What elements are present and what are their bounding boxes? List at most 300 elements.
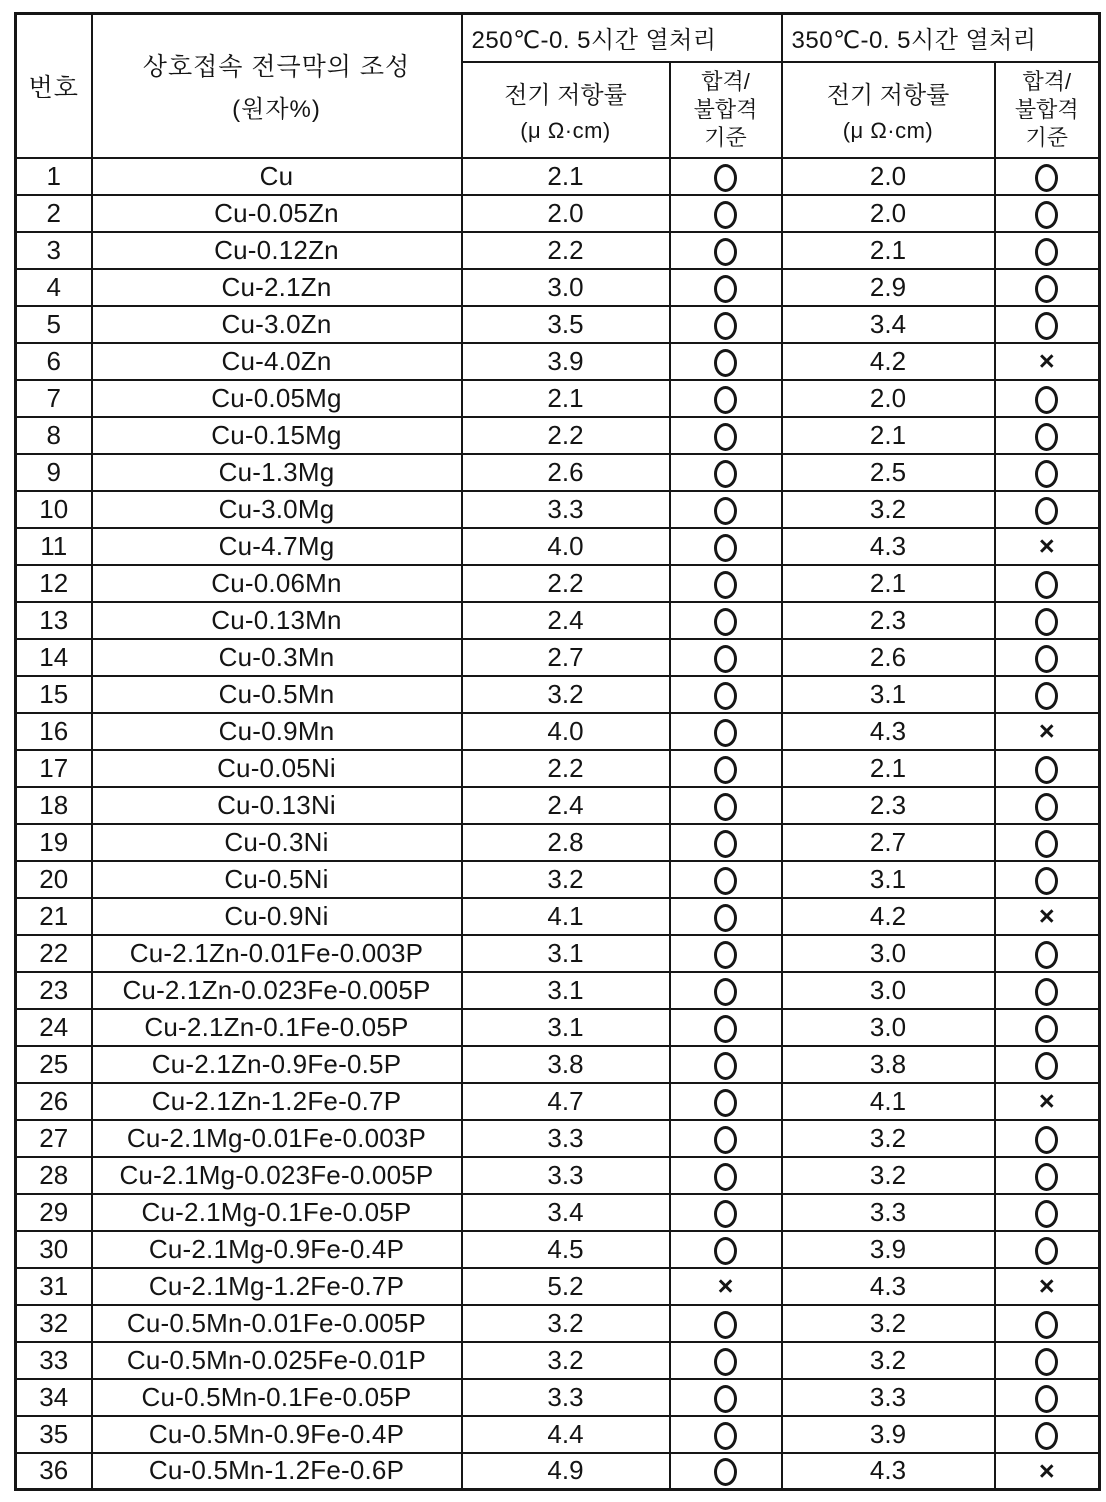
passfail-250-cell	[670, 343, 782, 380]
fail-mark-icon: ×	[1038, 1086, 1055, 1117]
composition-cell: Cu-0.05Mg	[92, 380, 462, 417]
pass-mark-icon	[714, 497, 737, 525]
composition-cell: Cu	[92, 158, 462, 195]
composition-cell: Cu-2.1Zn-1.2Fe-0.7P	[92, 1083, 462, 1120]
resistivity-250-cell: 3.8	[462, 1046, 670, 1083]
pass-mark-icon	[1035, 1385, 1058, 1413]
table-row	[16, 935, 1100, 972]
passfail-350-cell	[995, 1453, 1100, 1490]
composition-cell: Cu-0.05Zn	[92, 195, 462, 232]
resistivity-250-cell: 2.2	[462, 417, 670, 454]
resistivity-250-cell: 3.9	[462, 343, 670, 380]
composition-cell: Cu-0.13Mn	[92, 602, 462, 639]
pass-mark-icon	[1035, 608, 1058, 636]
composition-cell: Cu-0.5Mn-1.2Fe-0.6P	[92, 1453, 462, 1490]
passfail-line1: 합격/	[1022, 68, 1072, 94]
resistivity-250-cell: 2.6	[462, 454, 670, 491]
resistivity-250-cell: 2.2	[462, 565, 670, 602]
pass-mark-icon	[714, 1458, 737, 1486]
passfail-350-cell	[995, 1157, 1100, 1194]
composition-cell: Cu-4.7Mg	[92, 528, 462, 565]
resistivity-250-cell: 4.4	[462, 1416, 670, 1453]
pass-mark-icon	[1035, 164, 1058, 192]
resistivity-350-cell: 2.6	[782, 639, 995, 676]
row-number-cell: 4	[16, 269, 92, 306]
pass-mark-icon	[714, 830, 737, 858]
passfail-350-cell	[995, 713, 1100, 750]
pass-mark-icon	[714, 645, 737, 673]
resistivity-250-cell: 3.1	[462, 972, 670, 1009]
pass-mark-icon	[714, 1052, 737, 1080]
row-number-cell: 22	[16, 935, 92, 972]
resistivity-350-cell: 3.0	[782, 935, 995, 972]
pass-mark-icon	[1035, 867, 1058, 895]
pass-mark-icon	[1035, 238, 1058, 266]
passfail-350-cell	[995, 565, 1100, 602]
row-number-cell: 31	[16, 1268, 92, 1305]
resistivity-350-cell: 4.1	[782, 1083, 995, 1120]
passfail-350-cell	[995, 158, 1100, 195]
row-number-cell: 36	[16, 1453, 92, 1490]
composition-cell: Cu-0.12Zn	[92, 232, 462, 269]
passfail-250-cell	[670, 898, 782, 935]
pass-mark-icon	[714, 534, 737, 562]
resistivity-label: 전기 저항률	[826, 82, 950, 109]
composition-cell: Cu-3.0Mg	[92, 491, 462, 528]
passfail-350-cell	[995, 861, 1100, 898]
passfail-350-cell	[995, 1268, 1100, 1305]
table-row	[16, 602, 1100, 639]
passfail-250-cell	[670, 380, 782, 417]
fail-mark-icon: ×	[1038, 1455, 1055, 1486]
resistivity-350-cell: 2.1	[782, 417, 995, 454]
resistivity-250-cell: 4.0	[462, 713, 670, 750]
resistivity-250-cell: 4.0	[462, 528, 670, 565]
table-row	[16, 565, 1100, 602]
composition-cell: Cu-4.0Zn	[92, 343, 462, 380]
passfail-250-cell	[670, 528, 782, 565]
header-resistivity-350	[782, 62, 995, 158]
table-row	[16, 1416, 1100, 1453]
resistivity-250-cell: 3.2	[462, 676, 670, 713]
passfail-250-cell	[670, 787, 782, 824]
resistivity-250-cell: 2.2	[462, 232, 670, 269]
passfail-250-cell	[670, 565, 782, 602]
table-row	[16, 1194, 1100, 1231]
pass-mark-icon	[714, 423, 737, 451]
passfail-250-cell	[670, 824, 782, 861]
row-number-cell: 1	[16, 158, 92, 195]
composition-cell: Cu-2.1Zn-0.9Fe-0.5P	[92, 1046, 462, 1083]
row-number-cell: 33	[16, 1342, 92, 1379]
row-number-cell: 11	[16, 528, 92, 565]
passfail-line2: 불합격	[1014, 96, 1079, 122]
resistivity-350-cell: 2.7	[782, 824, 995, 861]
resistivity-350-cell: 3.2	[782, 1305, 995, 1342]
pass-mark-icon	[1035, 497, 1058, 525]
fail-mark-icon: ×	[1038, 346, 1055, 377]
pass-mark-icon	[1035, 756, 1058, 784]
passfail-250-cell	[670, 676, 782, 713]
passfail-line3: 기준	[1025, 124, 1068, 150]
pass-mark-icon	[714, 238, 737, 266]
composition-cell: Cu-2.1Mg-0.01Fe-0.003P	[92, 1120, 462, 1157]
row-number-cell: 27	[16, 1120, 92, 1157]
pass-mark-icon	[1035, 1015, 1058, 1043]
passfail-250-cell	[670, 306, 782, 343]
passfail-250-cell	[670, 861, 782, 898]
resistivity-250-cell: 2.4	[462, 787, 670, 824]
fail-mark-icon: ×	[1038, 1271, 1055, 1302]
header-composition	[92, 14, 462, 158]
pass-mark-icon	[714, 164, 737, 192]
passfail-250-cell	[670, 713, 782, 750]
pass-mark-icon	[714, 867, 737, 895]
fail-mark-icon: ×	[1038, 716, 1055, 747]
resistivity-350-cell: 3.2	[782, 1157, 995, 1194]
passfail-250-cell	[670, 1453, 782, 1490]
passfail-350-cell	[995, 1009, 1100, 1046]
composition-cell: Cu-0.5Mn-0.9Fe-0.4P	[92, 1416, 462, 1453]
pass-mark-icon	[714, 682, 737, 710]
passfail-250-cell	[670, 1231, 782, 1268]
passfail-350-cell	[995, 1416, 1100, 1453]
pass-mark-icon	[1035, 645, 1058, 673]
pass-mark-icon	[1035, 386, 1058, 414]
passfail-250-cell	[670, 1083, 782, 1120]
passfail-250-cell	[670, 1379, 782, 1416]
pass-mark-icon	[1035, 312, 1058, 340]
table-row	[16, 1453, 1100, 1490]
resistivity-250-cell: 3.1	[462, 1009, 670, 1046]
resistivity-250-cell: 2.7	[462, 639, 670, 676]
passfail-350-cell	[995, 491, 1100, 528]
heat-treatment-results-table	[14, 12, 1101, 1491]
resistivity-250-cell: 4.1	[462, 898, 670, 935]
resistivity-350-cell: 3.2	[782, 1120, 995, 1157]
table-row	[16, 1342, 1100, 1379]
pass-mark-icon	[1035, 1311, 1058, 1339]
resistivity-350-cell: 2.0	[782, 195, 995, 232]
composition-cell: Cu-2.1Mg-1.2Fe-0.7P	[92, 1268, 462, 1305]
passfail-250-cell	[670, 158, 782, 195]
passfail-250-cell	[670, 195, 782, 232]
resistivity-250-cell: 3.2	[462, 1342, 670, 1379]
pass-mark-icon	[1035, 1348, 1058, 1376]
pass-mark-icon	[1035, 978, 1058, 1006]
passfail-250-cell	[670, 1120, 782, 1157]
resistivity-250-cell: 5.2	[462, 1268, 670, 1305]
passfail-250-cell	[670, 232, 782, 269]
row-number-cell: 29	[16, 1194, 92, 1231]
resistivity-label: 전기 저항률	[504, 82, 627, 109]
header-passfail-350	[995, 62, 1100, 158]
table-row	[16, 158, 1100, 195]
resistivity-250-cell: 3.1	[462, 935, 670, 972]
row-number-cell: 8	[16, 417, 92, 454]
pass-mark-icon	[1035, 1126, 1058, 1154]
composition-cell: Cu-0.9Ni	[92, 898, 462, 935]
resistivity-350-cell: 2.9	[782, 269, 995, 306]
resistivity-350-cell: 3.0	[782, 972, 995, 1009]
resistivity-250-cell: 2.2	[462, 750, 670, 787]
table-row	[16, 713, 1100, 750]
resistivity-250-cell: 3.5	[462, 306, 670, 343]
header-number-label: 번호	[28, 73, 79, 102]
resistivity-350-cell: 2.0	[782, 158, 995, 195]
passfail-350-cell	[995, 639, 1100, 676]
resistivity-350-cell: 3.3	[782, 1194, 995, 1231]
pass-mark-icon	[714, 1311, 737, 1339]
fail-mark-icon: ×	[1038, 901, 1055, 932]
table-row	[16, 528, 1100, 565]
passfail-350-cell	[995, 602, 1100, 639]
resistivity-250-cell: 4.7	[462, 1083, 670, 1120]
table-row	[16, 1379, 1100, 1416]
resistivity-250-cell: 3.0	[462, 269, 670, 306]
pass-mark-icon	[1035, 1422, 1058, 1450]
resistivity-350-cell: 3.0	[782, 1009, 995, 1046]
table-row	[16, 1231, 1100, 1268]
composition-cell: Cu-0.3Mn	[92, 639, 462, 676]
composition-cell: Cu-0.05Ni	[92, 750, 462, 787]
resistivity-350-cell: 4.3	[782, 1453, 995, 1490]
pass-mark-icon	[1035, 1163, 1058, 1191]
header-group-250c: 250℃-0. 5시간 열처리	[462, 14, 782, 62]
resistivity-350-cell: 4.2	[782, 898, 995, 935]
pass-mark-icon	[714, 1348, 737, 1376]
table-row	[16, 269, 1100, 306]
pass-mark-icon	[1035, 1237, 1058, 1265]
header-resistivity-250	[462, 62, 670, 158]
resistivity-350-cell: 3.2	[782, 491, 995, 528]
row-number-cell: 3	[16, 232, 92, 269]
table-row	[16, 1083, 1100, 1120]
passfail-350-cell	[995, 898, 1100, 935]
composition-cell: Cu-0.13Ni	[92, 787, 462, 824]
row-number-cell: 5	[16, 306, 92, 343]
row-number-cell: 19	[16, 824, 92, 861]
passfail-350-cell	[995, 787, 1100, 824]
composition-cell: Cu-2.1Mg-0.1Fe-0.05P	[92, 1194, 462, 1231]
pass-mark-icon	[1035, 275, 1058, 303]
table-row	[16, 639, 1100, 676]
table-row	[16, 343, 1100, 380]
resistivity-350-cell: 4.2	[782, 343, 995, 380]
passfail-250-cell	[670, 1046, 782, 1083]
passfail-350-cell	[995, 306, 1100, 343]
composition-cell: Cu-2.1Mg-0.9Fe-0.4P	[92, 1231, 462, 1268]
row-number-cell: 10	[16, 491, 92, 528]
resistivity-350-cell: 2.1	[782, 750, 995, 787]
table-row	[16, 232, 1100, 269]
table-row	[16, 1046, 1100, 1083]
passfail-250-cell	[670, 750, 782, 787]
row-number-cell: 17	[16, 750, 92, 787]
row-number-cell: 26	[16, 1083, 92, 1120]
table-row	[16, 787, 1100, 824]
table-row	[16, 491, 1100, 528]
resistivity-250-cell: 2.4	[462, 602, 670, 639]
pass-mark-icon	[714, 608, 737, 636]
resistivity-350-cell: 2.1	[782, 565, 995, 602]
table-row	[16, 454, 1100, 491]
table-row	[16, 380, 1100, 417]
passfail-350-cell	[995, 1083, 1100, 1120]
pass-mark-icon	[714, 386, 737, 414]
pass-mark-icon	[714, 978, 737, 1006]
resistivity-350-cell: 2.1	[782, 232, 995, 269]
resistivity-250-cell: 2.8	[462, 824, 670, 861]
passfail-250-cell	[670, 1157, 782, 1194]
passfail-350-cell	[995, 676, 1100, 713]
passfail-350-cell	[995, 1379, 1100, 1416]
resistivity-350-cell: 3.8	[782, 1046, 995, 1083]
passfail-250-cell	[670, 602, 782, 639]
resistivity-250-cell: 3.3	[462, 1379, 670, 1416]
passfail-350-cell	[995, 343, 1100, 380]
resistivity-350-cell: 3.4	[782, 306, 995, 343]
row-number-cell: 24	[16, 1009, 92, 1046]
passfail-250-cell	[670, 1305, 782, 1342]
table-row	[16, 195, 1100, 232]
table-row	[16, 898, 1100, 935]
resistivity-250-cell: 4.5	[462, 1231, 670, 1268]
table-row	[16, 676, 1100, 713]
row-number-cell: 23	[16, 972, 92, 1009]
resistivity-250-cell: 3.2	[462, 861, 670, 898]
pass-mark-icon	[714, 904, 737, 932]
passfail-line3: 기준	[704, 124, 747, 150]
pass-mark-icon	[714, 1015, 737, 1043]
composition-cell: Cu-2.1Zn-0.023Fe-0.005P	[92, 972, 462, 1009]
passfail-250-cell	[670, 1342, 782, 1379]
pass-mark-icon	[1035, 423, 1058, 451]
row-number-cell: 15	[16, 676, 92, 713]
composition-cell: Cu-0.5Mn-0.01Fe-0.005P	[92, 1305, 462, 1342]
passfail-350-cell	[995, 1120, 1100, 1157]
resistivity-350-cell: 4.3	[782, 713, 995, 750]
passfail-350-cell	[995, 269, 1100, 306]
passfail-350-cell	[995, 1231, 1100, 1268]
pass-mark-icon	[714, 201, 737, 229]
composition-cell: Cu-0.5Mn-0.025Fe-0.01P	[92, 1342, 462, 1379]
pass-mark-icon	[714, 349, 737, 377]
row-number-cell: 30	[16, 1231, 92, 1268]
resistivity-unit: (μ Ω·cm)	[842, 118, 934, 143]
passfail-line2: 불합격	[693, 96, 758, 122]
passfail-250-cell	[670, 269, 782, 306]
table-row	[16, 306, 1100, 343]
row-number-cell: 32	[16, 1305, 92, 1342]
resistivity-250-cell: 2.0	[462, 195, 670, 232]
passfail-250-cell	[670, 1416, 782, 1453]
passfail-250-cell	[670, 1194, 782, 1231]
row-number-cell: 25	[16, 1046, 92, 1083]
composition-cell: Cu-0.5Mn	[92, 676, 462, 713]
resistivity-350-cell: 3.9	[782, 1231, 995, 1268]
pass-mark-icon	[714, 1237, 737, 1265]
composition-cell: Cu-2.1Zn-0.1Fe-0.05P	[92, 1009, 462, 1046]
resistivity-350-cell: 2.5	[782, 454, 995, 491]
passfail-350-cell	[995, 935, 1100, 972]
resistivity-250-cell: 2.1	[462, 158, 670, 195]
pass-mark-icon	[714, 793, 737, 821]
row-number-cell: 2	[16, 195, 92, 232]
resistivity-350-cell: 3.1	[782, 861, 995, 898]
pass-mark-icon	[1035, 460, 1058, 488]
table-row	[16, 1009, 1100, 1046]
composition-cell: Cu-2.1Zn	[92, 269, 462, 306]
passfail-350-cell	[995, 972, 1100, 1009]
pass-mark-icon	[1035, 1200, 1058, 1228]
row-number-cell: 16	[16, 713, 92, 750]
resistivity-250-cell: 4.9	[462, 1453, 670, 1490]
row-number-cell: 9	[16, 454, 92, 491]
table-row	[16, 824, 1100, 861]
row-number-cell: 12	[16, 565, 92, 602]
composition-cell: Cu-3.0Zn	[92, 306, 462, 343]
pass-mark-icon	[714, 941, 737, 969]
table-row	[16, 1268, 1100, 1305]
resistivity-350-cell: 4.3	[782, 1268, 995, 1305]
row-number-cell: 34	[16, 1379, 92, 1416]
composition-cell: Cu-0.06Mn	[92, 565, 462, 602]
resistivity-250-cell: 3.2	[462, 1305, 670, 1342]
row-number-cell: 6	[16, 343, 92, 380]
resistivity-350-cell: 3.9	[782, 1416, 995, 1453]
table-row	[16, 750, 1100, 787]
composition-cell: Cu-0.15Mg	[92, 417, 462, 454]
passfail-350-cell	[995, 195, 1100, 232]
passfail-250-cell	[670, 972, 782, 1009]
row-number-cell: 28	[16, 1157, 92, 1194]
passfail-350-cell	[995, 750, 1100, 787]
table-row	[16, 1305, 1100, 1342]
composition-cell: Cu-1.3Mg	[92, 454, 462, 491]
composition-cell: Cu-0.3Ni	[92, 824, 462, 861]
passfail-250-cell	[670, 454, 782, 491]
table-row	[16, 861, 1100, 898]
pass-mark-icon	[1035, 1052, 1058, 1080]
pass-mark-icon	[714, 312, 737, 340]
passfail-350-cell	[995, 454, 1100, 491]
composition-cell: Cu-2.1Mg-0.023Fe-0.005P	[92, 1157, 462, 1194]
table-row	[16, 1157, 1100, 1194]
composition-cell: Cu-0.5Ni	[92, 861, 462, 898]
passfail-350-cell	[995, 380, 1100, 417]
resistivity-350-cell: 4.3	[782, 528, 995, 565]
pass-mark-icon	[1035, 793, 1058, 821]
pass-mark-icon	[714, 719, 737, 747]
passfail-350-cell	[995, 1046, 1100, 1083]
resistivity-250-cell: 3.4	[462, 1194, 670, 1231]
row-number-cell: 21	[16, 898, 92, 935]
passfail-350-cell	[995, 1342, 1100, 1379]
pass-mark-icon	[1035, 201, 1058, 229]
row-number-cell: 7	[16, 380, 92, 417]
pass-mark-icon	[1035, 682, 1058, 710]
pass-mark-icon	[714, 1200, 737, 1228]
pass-mark-icon	[714, 1422, 737, 1450]
resistivity-250-cell: 3.3	[462, 1157, 670, 1194]
pass-mark-icon	[714, 756, 737, 784]
passfail-250-cell	[670, 1009, 782, 1046]
table-row	[16, 972, 1100, 1009]
passfail-350-cell	[995, 824, 1100, 861]
pass-mark-icon	[714, 275, 737, 303]
header-passfail-250	[670, 62, 782, 158]
